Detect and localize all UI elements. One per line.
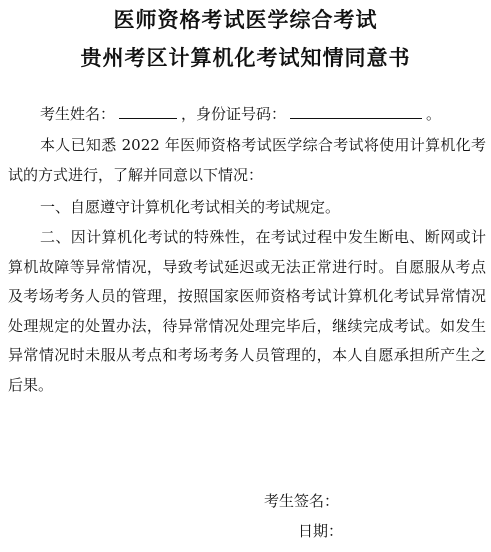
id-number-label: ，身份证号码： (181, 105, 287, 123)
clause-two-paragraph: 二、因计算机化考试的特殊性，在考试过程中发生断电、断网或计算机故障等异常情况，导致考试延迟或无法正常进行时。自愿服从考点及考场考务人员的管理，按照国家医师资格考试计算机化考试异常情况处理规定的处置办法，待异常情况处理完毕后，继续完成考试。如发生异常情况时未服从考点和考场考务人员管理的，本人自愿承担所产生之后果。 (8, 228, 486, 394)
line-end-mark: 。 (426, 105, 442, 123)
clause-one-paragraph: 一、自愿遵守计算机化考试相关的考试规定。 (40, 198, 341, 216)
document-title-line1: 医师资格考试医学综合考试 (113, 7, 378, 32)
name-label: 考生姓名： (40, 105, 116, 123)
id-number-blank-field[interactable] (290, 104, 422, 119)
date-label: 日期： (298, 522, 344, 540)
signature-label: 考生签名： (264, 492, 340, 510)
name-blank-field[interactable] (119, 104, 177, 119)
candidate-info-line (40, 104, 441, 124)
intro-paragraph: 本人已知悉 2022 年医师资格考试医学综合考试将使用计算机化考试的方式进行，了解并同意以下情况： (8, 136, 486, 184)
document-title-line2: 贵州考区计算机化考试知情同意书 (80, 45, 411, 70)
